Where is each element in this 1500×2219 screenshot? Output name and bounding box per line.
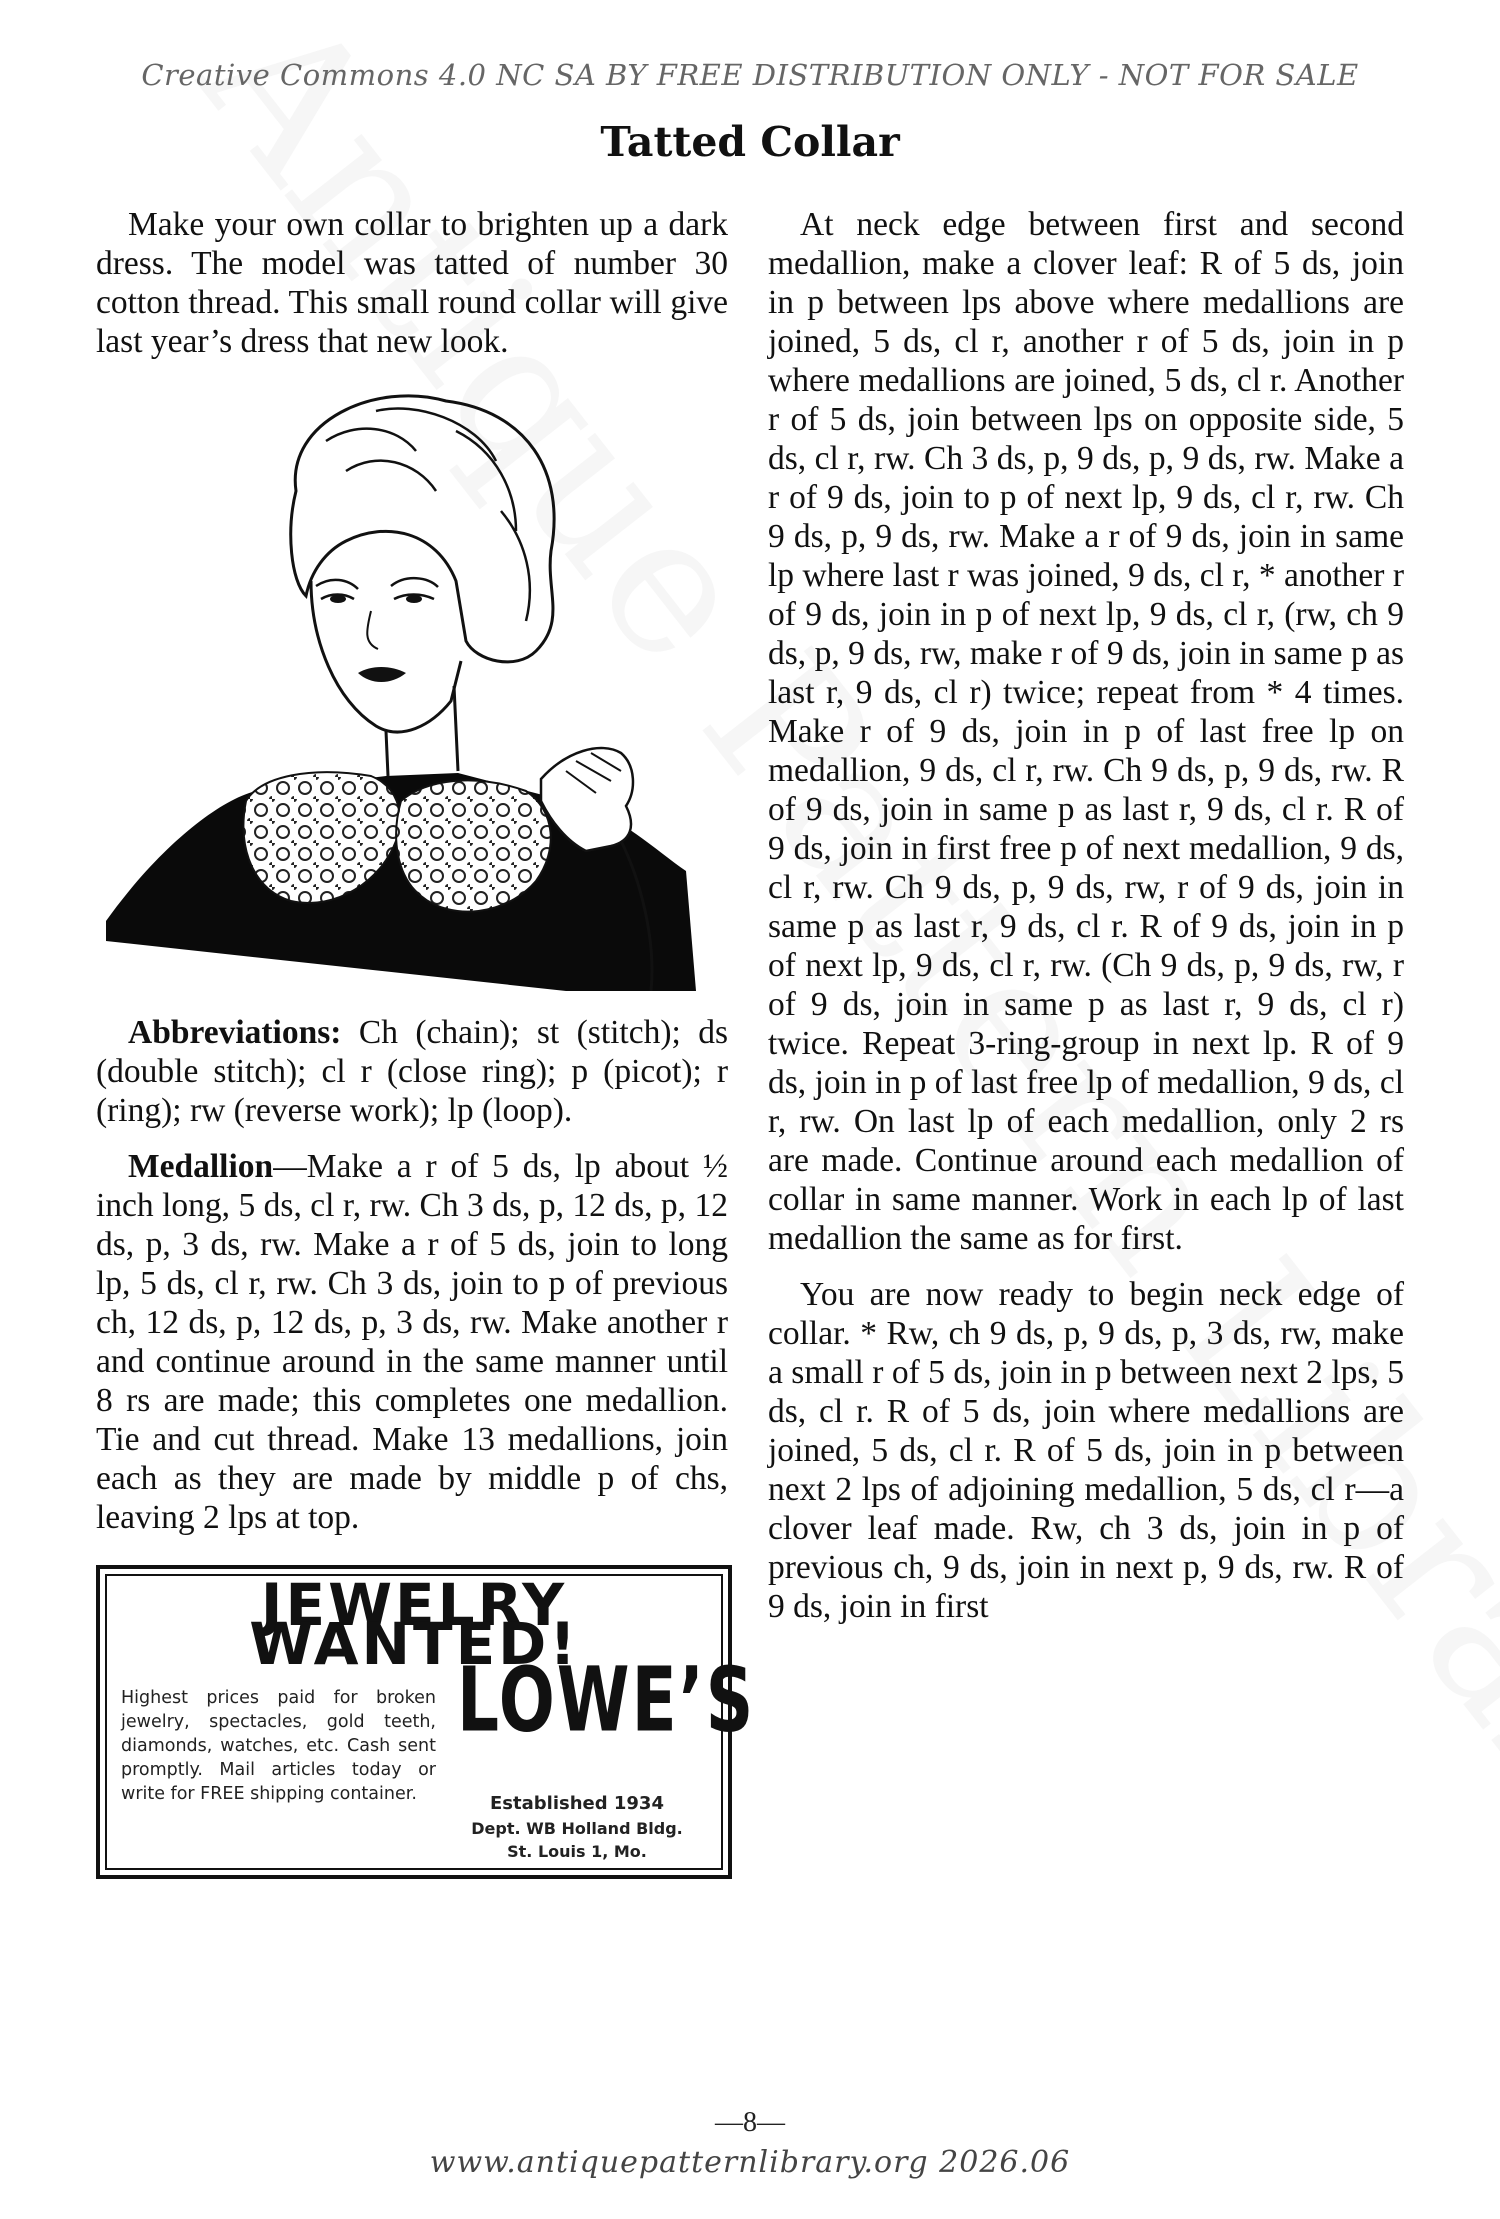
- ad-brand: LOWE’S: [457, 1648, 756, 1753]
- abbreviations-text: Ch (chain); st (stitch); ds (double stitch); cl r (close ring); p (picot); r (ring); rw (reverse work); lp (loop).: [96, 1014, 729, 1129]
- ad-address-line1: Dept. WB Holland Bldg.: [471, 1819, 683, 1838]
- page-title: Tatted Collar: [600, 118, 900, 166]
- footer-url: www.antiquepatternlibrary.org 2026.06: [429, 2145, 1071, 2180]
- jewelry-advertisement: [96, 1565, 756, 1879]
- ad-established: Established 1934: [490, 1793, 664, 1814]
- ad-address-line2: St. Louis 1, Mo.: [507, 1842, 647, 1861]
- medallion-paragraph: [96, 1147, 728, 1537]
- page-number: —8—: [715, 2107, 785, 2138]
- abbreviations-paragraph: [96, 1013, 728, 1130]
- ad-frame: [105, 1571, 756, 1870]
- abbreviations-label: Abbreviations:: [128, 1014, 342, 1051]
- left-column: [96, 205, 756, 1879]
- license-header: Creative Commons 4.0 NC SA BY FREE DISTRIBUTION ONLY - NOT FOR SALE: [141, 58, 1359, 92]
- ad-body: Highest prices paid for broken jewelry, spectacles, gold teeth, diamonds, watches, etc. Cash sent promptly. Mail articles today or write for FREE shipping container.: [121, 1688, 436, 1804]
- medallion-label: Medallion: [128, 1148, 274, 1185]
- clover-leaf-paragraph: At neck edge between first and second medallion, make a clover leaf: R of 5 ds, join in p between lps above where medallions are joined, 5 ds, cl r, another r of 5 ds, join in p where medallions are joined, 5 ds, cl r. Another r of 5 ds, join between lps on opposite side, 5 ds, cl r, rw. Ch 3 ds, p, 9 ds, p, 9 ds, rw. Make a r of 9 ds, join to p of next lp, 9 ds, cl r, rw. Ch 9 ds, p, 9 ds, rw. Make a r of 9 ds, join in same lp where last r was joined, 9 ds, cl r, * another r of 9 ds, join in p of next lp, 9 ds, cl r, (rw, ch 9 ds, p, 9 ds, rw, make r of 9 ds, join in same p as last r, 9 ds, cl r) twice; repeat from * 4 times. Make r of 9 ds, join in p of last free lp on medallion, 9 ds, cl r, rw. Ch 9 ds, p, 9 ds, rw. R of 9 ds, join in same p as last r, 9 ds, cl r. R of 9 ds, join in first free p of next medallion, 9 ds, cl r, rw. Ch 9 ds, p, 9 ds, rw, r of 9 ds, join in same p as last r, 9 ds, cl r. R of 9 ds, join in p of next lp, 9 ds, cl r, rw. (Ch 9 ds, p, 9 ds, rw, r of 9 ds, join in same p as last r, 9 ds, cl r) twice. Repeat 3-ring-group in next lp. R of 9 ds, join in p of last free lp of medallion, 9 ds, cl r, rw. On last lp of each medallion, only 2 rs are made. Continue around each medallion of collar in same manner. Work in each lp of last medallion the same as for first.: [768, 206, 1404, 1257]
- collar-illustration: [96, 381, 728, 991]
- neck-edge-paragraph: You are now ready to begin neck edge of collar. * Rw, ch 9 ds, p, 9 ds, p, 3 ds, rw, make a small r of 5 ds, join in p between next 2 lps, 5 ds, cl r. R of 5 ds, join where medallions are joined, 5 ds, cl r. R of 5 ds, join in p between next 2 lps of adjoining medallion, 5 ds, cl r—a clover leaf made. Rw, ch 3 ds, join in p of previous ch, 9 ds, join in next p, 9 ds, rw. R of 9 ds, join in first: [768, 1276, 1404, 1625]
- ad-headline: JEWELRY WANTED!: [249, 1571, 579, 1678]
- intro-paragraph: Make your own collar to brighten up a dark dress. The model was tatted of number 30 cotton thread. This small round collar will give last year’s dress that new look.: [96, 206, 728, 360]
- right-column: [768, 205, 1404, 1643]
- medallion-text: —Make a r of 5 ds, lp about ½ inch long, 5 ds, cl r, rw. Ch 3 ds, p, 12 ds, p, 12 ds, p, 3 ds, rw. Make a r of 5 ds, join to long lp, 5 ds, cl r, rw. Ch 3 ds, join to p of previous ch, 12 ds, p, 12 ds, p, 3 ds, rw. Make another r and continue around in the same manner until 8 rs are made; this completes one medallion. Tie and cut thread. Make 13 medallions, join each as they are made by middle p of chs, leaving 2 lps at top.: [96, 1148, 728, 1536]
